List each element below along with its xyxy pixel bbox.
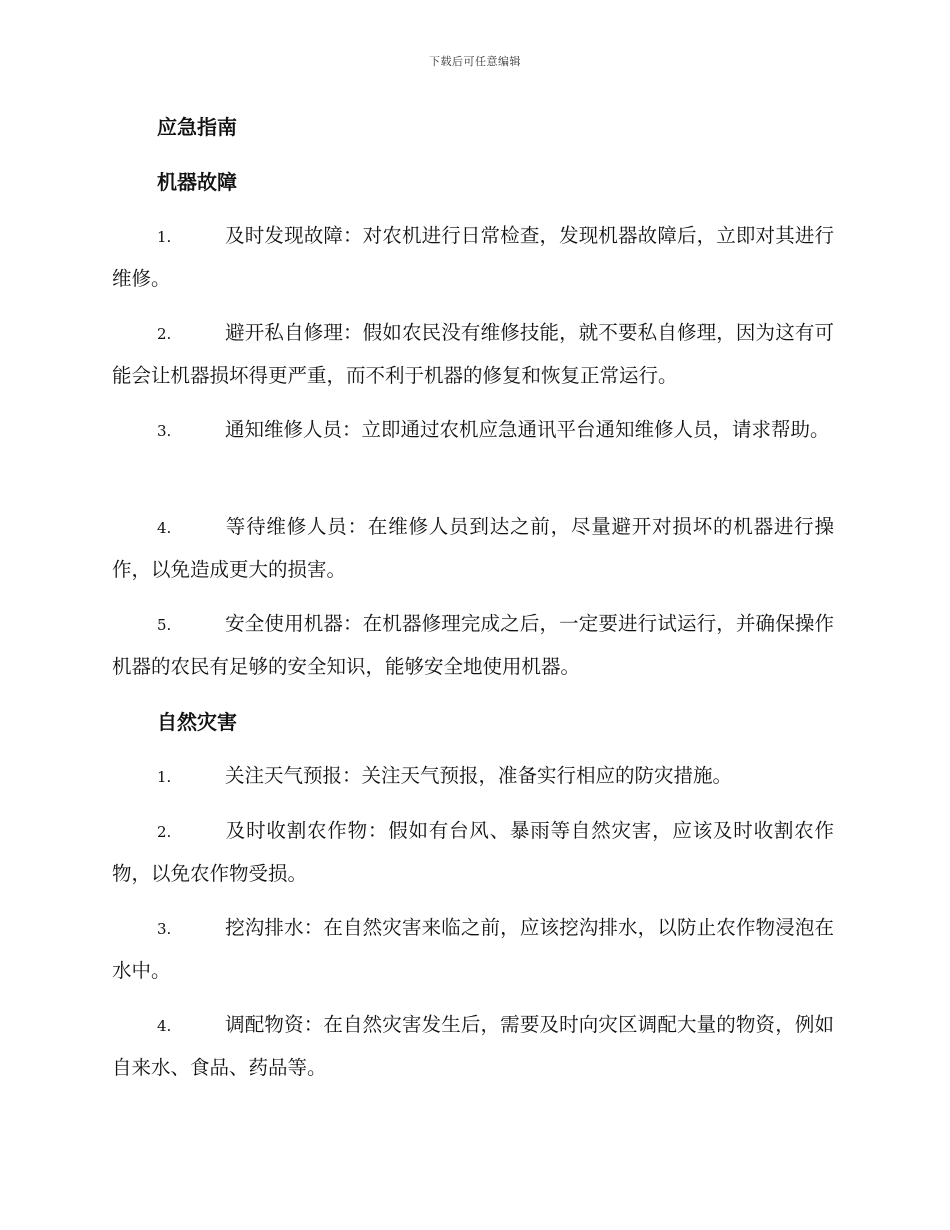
list-item — [112, 810, 834, 895]
list-item — [112, 1004, 834, 1089]
list-item-text: 调配物资：在自然灾害发生后，需要及时向灾区调配大量的物资，例如自来水、食品、药品等。 — [112, 1013, 834, 1079]
list-item-text: 避开私自修理：假如农民没有维修技能，就不要私自修理，因为这有可能会让机器损坏得更严重，而不利于机器的修复和恢复正常运行。 — [112, 321, 834, 387]
list-item-number: 4. — [157, 519, 172, 537]
list-item-text: 等待维修人员：在维修人员到达之前，尽量避开对损坏的机器进行操作，以免造成更大的损害。 — [112, 515, 834, 581]
list-item-number: 3. — [157, 422, 172, 440]
list-item — [112, 755, 834, 798]
list-item-number: 3. — [157, 920, 172, 938]
list-item-text: 通知维修人员：立即通过农机应急通讯平台通知维修人员，请求帮助。 — [225, 418, 830, 441]
list-item-number: 2. — [157, 325, 172, 343]
list-item-number: 5. — [157, 616, 172, 634]
list-item — [112, 215, 834, 300]
list-item-text: 及时收割农作物：假如有台风、暴雨等自然灾害，应该及时收割农作物，以免农作物受损。 — [112, 819, 834, 885]
list-item-text: 关注天气预报：关注天气预报，准备实行相应的防灾措施。 — [225, 764, 733, 787]
list-item-text: 安全使用机器：在机器修理完成之后，一定要进行试运行，并确保操作机器的农民有足够的安全知识，能够安全地使用机器。 — [112, 612, 834, 678]
section-heading-machine-failure: 机器故障 — [157, 170, 237, 194]
list-item-number: 1. — [157, 228, 172, 246]
document-title: 应急指南 — [157, 115, 237, 139]
section-heading-natural-disaster: 自然灾害 — [157, 710, 237, 734]
list-item — [112, 409, 834, 452]
list-item — [112, 312, 834, 397]
list-item-number: 2. — [157, 823, 172, 841]
list-item — [112, 603, 834, 688]
list-item-text: 挖沟排水：在自然灾害来临之前，应该挖沟排水，以防止农作物浸泡在水中。 — [112, 916, 834, 982]
page-header: 下载后可任意编辑 — [429, 55, 521, 68]
list-item-number: 4. — [157, 1017, 172, 1035]
list-item-text: 及时发现故障：对农机进行日常检查，发现机器故障后，立即对其进行维修。 — [112, 224, 834, 290]
list-item — [112, 907, 834, 992]
list-item — [112, 506, 834, 591]
list-item-number: 1. — [157, 768, 172, 786]
